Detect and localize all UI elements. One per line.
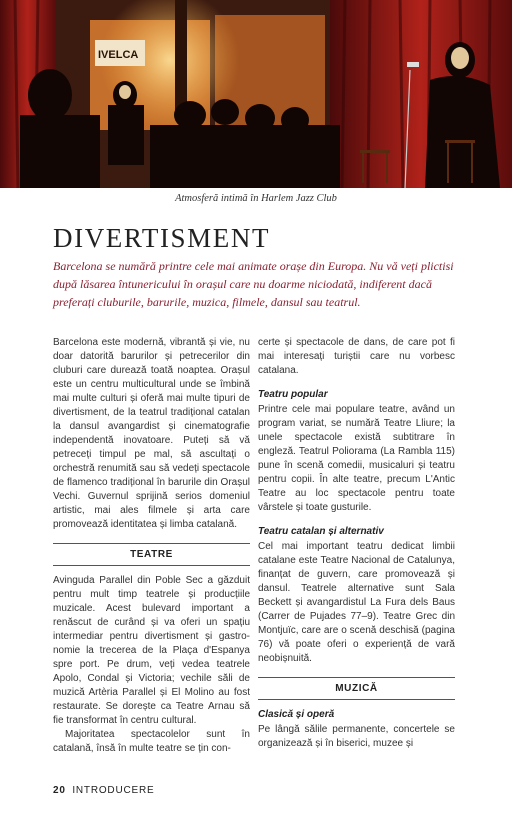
section-heading-muzica: MUZICĂ [258, 677, 455, 700]
subheading-clasica: Clasică și operă [258, 709, 335, 720]
section-heading-teatre: TEATRE [53, 543, 250, 566]
page-title: DIVERTISMENT [53, 223, 271, 253]
continuation-paragraph: certe și spectacole de dans, de care pot fi mai interesați turiștii care nu vorbesc catalana. [258, 337, 455, 376]
teatre-paragraph: Avinguda Parallel din Poble Sec a găzduit pentru mult timp teatrele și producțiile muzicale. Acest bulevard important a renăscut de curând și va oferi un spațiu intermediar pentru divertisment și gastronomie la trecerea de la Plaça d'Espanya spre port. Pe drum, veți vedea teatrele Apolo, Condal și Victoria; vechile săli de muzică Artèria Parallel și El Molino au fost restaurate. Se dorește ca Teatre Arnau să fie transformat în centru cultural. [53, 575, 250, 726]
page-number: 20 [53, 785, 66, 796]
catalan-paragraph: Cel mai important teatru dedicat limbii catalane este Teatre Nacional de Catalunya, finanțat de guvern, care promovează și dansul. Teatrele alternative sunt Sala Beckett și avangardistul La Fura dels Baus (Carrer de Pujades 77–9). Teatre Grec din Montjuïc, care are o scenă deschisă (pagina 76) vă poate oferi o experiență de vară neobișnuită. [258, 541, 455, 664]
subheading-teatru-popular: Teatru popular [258, 389, 328, 400]
clasica-paragraph: Pe lângă sălile permanente, concertele se organizează și în biserici, muzee și [258, 724, 455, 749]
popular-paragraph: Printre cele mai populare teatre, având un program variat, se numără Teatre Lliure; la unele spectacole există subtitrare în engleză. Teatrul Poliorama (La Rambla 115) pune în scenă comedii, musicaluri și teatru pentru copii. În alte teatre, precum L'Antic Teatre au loc spectacole pentru toate vârstele și toate gusturile. [258, 404, 455, 513]
footer-section-name: INTRODUCERE [72, 785, 155, 796]
right-column [258, 336, 455, 751]
club-sign-text: IVELCA [98, 49, 139, 61]
jazz-club-photo [0, 0, 512, 188]
lead-paragraph: Barcelona se numără printre cele mai animate orașe din Europa. Nu vă veți plictisi după lăsarea întunericului în orașul care nu doarme niciodată, indiferent dacă preferați cluburile, barurile, muzica, filmele, dansul sau teatrul. [53, 259, 454, 309]
photo-caption: Atmosferă intimă în Harlem Jazz Club [175, 193, 337, 204]
page-footer [53, 785, 154, 796]
intro-paragraph: Barcelona este modernă, vibrantă și vie, nu doar datorită barurilor și petrecerilor din cluburi care durează toată noaptea. Orașul este un centru multicultural unde se îmbină mai multe culturi și oferă mai multe tipuri de divertisment, de la teatrul tradițional catalan la dansul avangardist și cinematografie independentă inovatoare. Puteți să vă petreceți timpul pe mal, să ascultați o orchestră renumită sau să vedeți spectacole de flamenco tradițional în barurile din Orașul Vechi. Guvernul sprijină serios domeniul artistic, mai ales filmele și arta care promovează identitatea și limba catalană. [53, 337, 250, 530]
subheading-teatru-catalan: Teatru catalan și alternativ [258, 526, 384, 537]
teatre-paragraph: Majoritatea spectacolelor sunt în catalană, însă în multe teatre se țin con- [53, 729, 250, 754]
left-column [53, 336, 250, 756]
